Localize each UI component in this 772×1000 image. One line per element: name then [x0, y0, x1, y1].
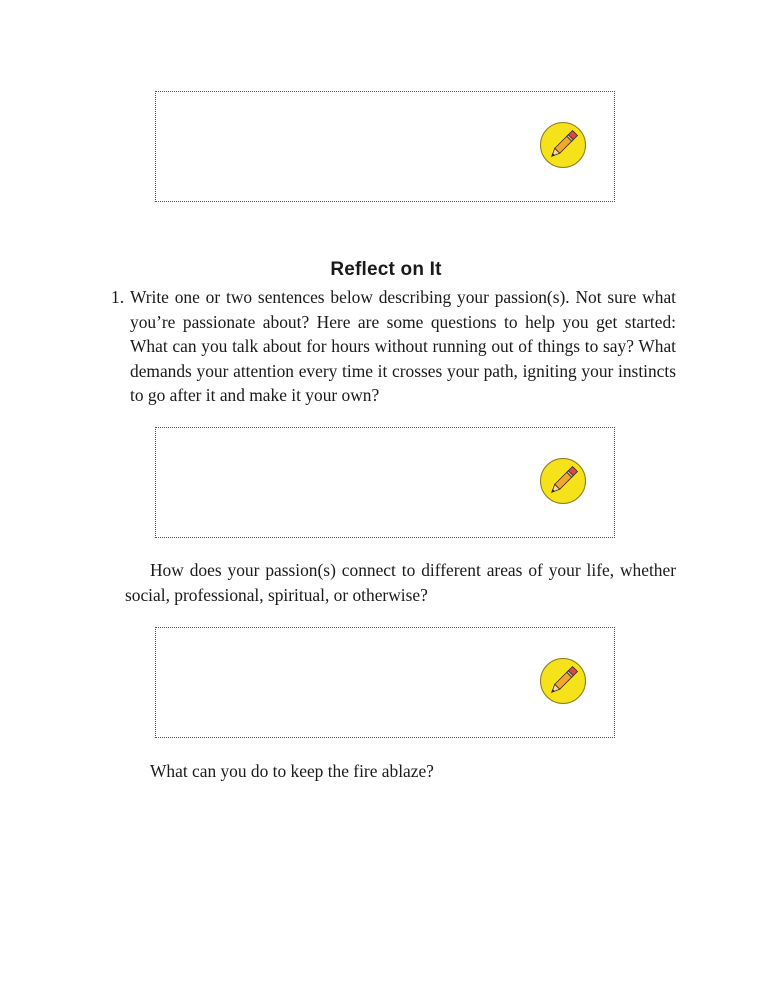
question-1-number: 1. [111, 287, 125, 307]
question-3-text: What can you do to keep the fire ablaze? [150, 761, 434, 781]
answer-box-3[interactable] [155, 627, 615, 738]
question-2-text: How does your passion(s) connect to different areas of your life, whether social, professional, spiritual, or otherwise? [125, 560, 676, 605]
question-1 [111, 285, 676, 408]
pencil-icon [539, 457, 587, 505]
pencil-icon [539, 657, 587, 705]
question-1-text: Write one or two sentences below describing your passion(s). Not sure what you’re passionate about? Here are some questions to help you get started: What can you talk about for hours without running out of things to say? What demands your attention every time it crosses your path, igniting your instincts to go after it and make it your own? [130, 287, 676, 405]
answer-box-2[interactable] [155, 427, 615, 538]
section-heading: Reflect on It [330, 259, 442, 280]
pencil-icon [539, 121, 587, 169]
answer-box-1[interactable] [155, 91, 615, 202]
